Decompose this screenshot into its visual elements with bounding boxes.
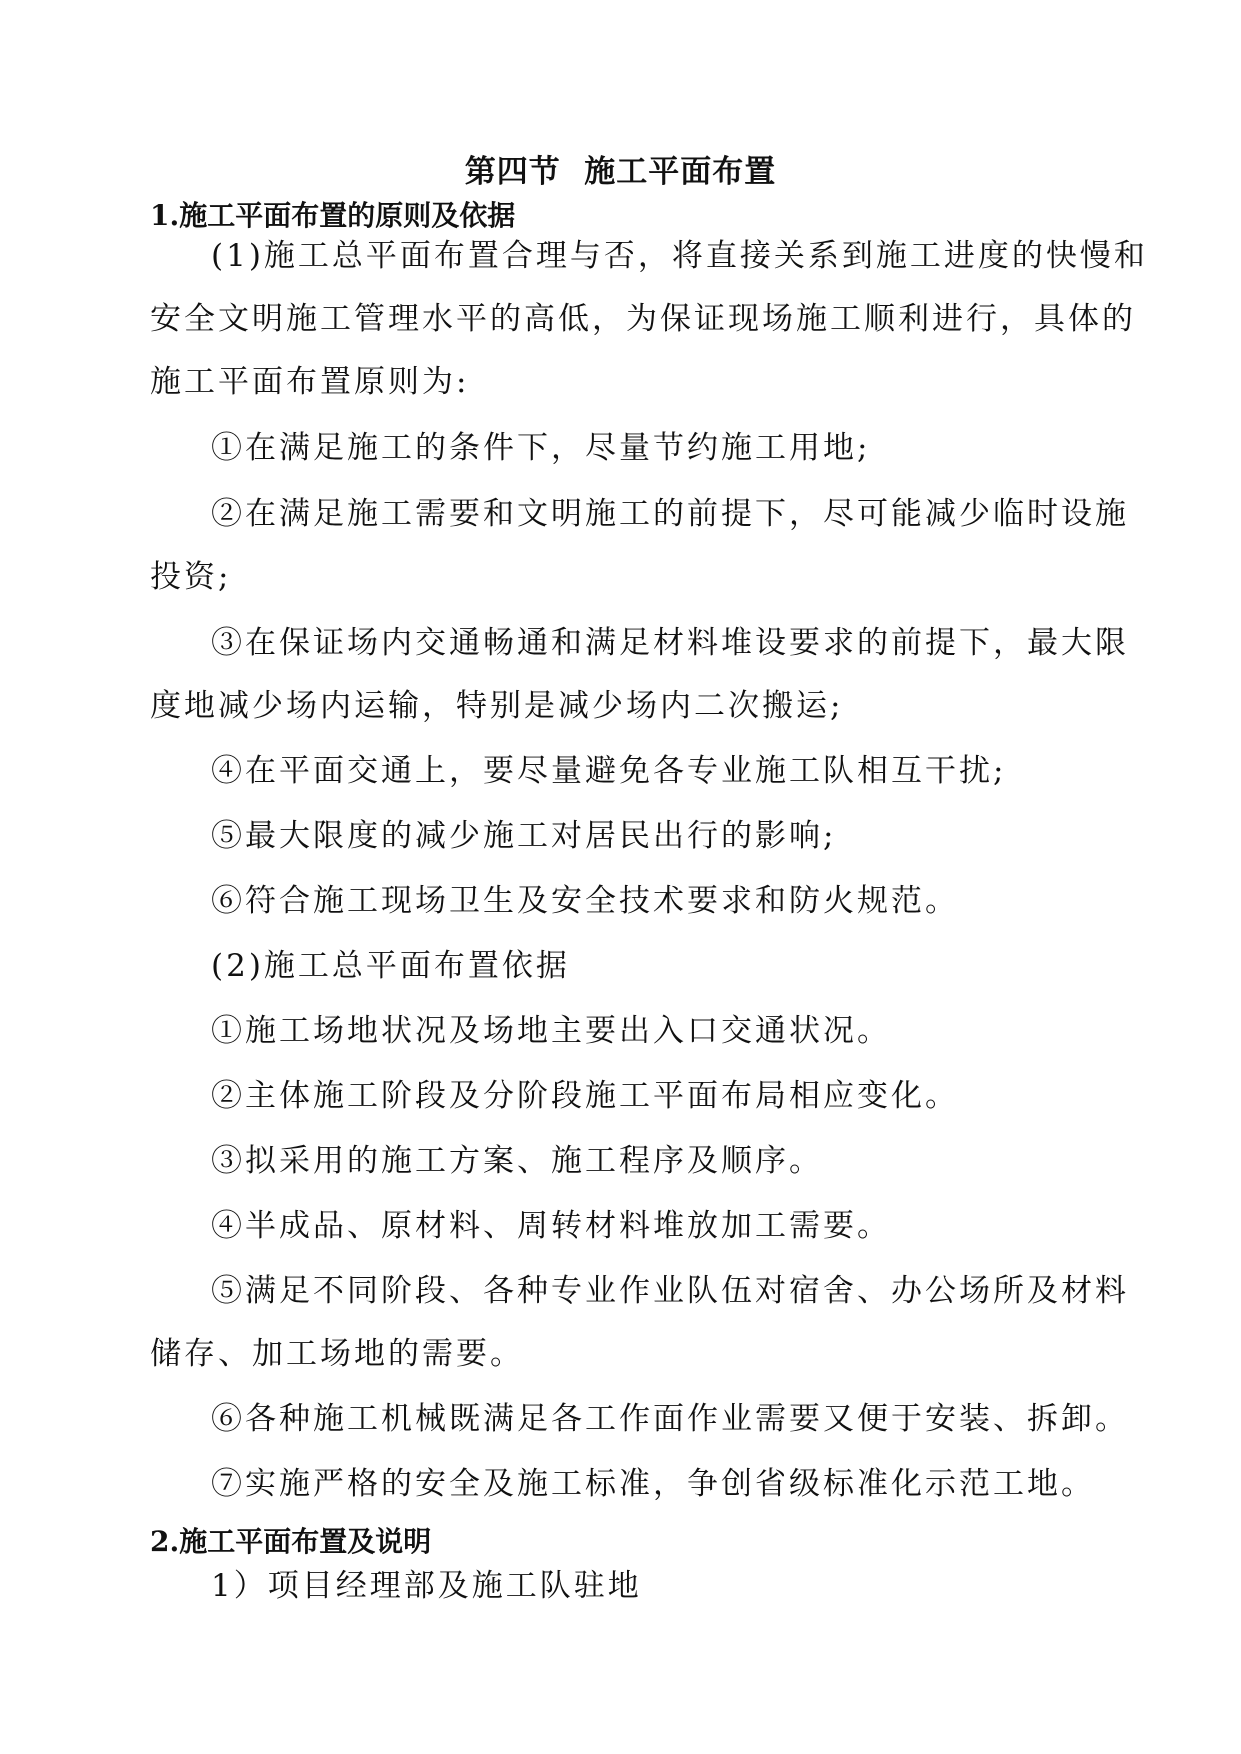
basis-4: ④半成品、原材料、周转材料堆放加工需要。 [211,1208,891,1244]
basis-3: ③拟采用的施工方案、施工程序及顺序。 [211,1143,823,1179]
principle-2-line-2: 投资; [150,559,232,595]
section-1-heading: 1.施工平面布置的原则及依据 [150,199,516,232]
basis-5-line-1: ⑤满足不同阶段、各种专业作业队伍对宿舍、办公场所及材料 [211,1273,1129,1309]
basis-1: ①施工场地状况及场地主要出入口交通状况。 [211,1013,891,1049]
section-2-heading: 2.施工平面布置及说明 [150,1525,432,1558]
basis-7: ⑦实施严格的安全及施工标准，争创省级标准化示范工地。 [211,1466,1095,1502]
principle-3-line-1: ③在保证场内交通畅通和满足材料堆设要求的前提下，最大限 [211,625,1129,661]
section-2-item-1: 1）项目经理部及施工队驻地 [211,1568,642,1604]
principle-5: ⑤最大限度的减少施工对居民出行的影响; [211,818,837,854]
paragraph-1-line-1: (1)施工总平面布置合理与否，将直接关系到施工进度的快慢和 [211,238,1148,274]
basis-2: ②主体施工阶段及分阶段施工平面布局相应变化。 [211,1078,959,1114]
principle-3-line-2: 度地减少场内运输，特别是减少场内二次搬运; [150,688,844,724]
principle-1: ①在满足施工的条件下，尽量节约施工用地; [211,430,871,466]
paragraph-1-line-2: 安全文明施工管理水平的高低，为保证现场施工顺利进行，具体的 [150,301,1136,337]
basis-5-line-2: 储存、加工场地的需要。 [150,1336,524,1372]
page-title: 第四节 施工平面布置 [464,154,777,190]
paragraph-1-line-3: 施工平面布置原则为: [150,364,470,400]
basis-6: ⑥各种施工机械既满足各工作面作业需要又便于安装、拆卸。 [211,1401,1129,1437]
principle-4: ④在平面交通上，要尽量避免各专业施工队相互干扰; [211,753,1007,789]
principle-6: ⑥符合施工现场卫生及安全技术要求和防火规范。 [211,883,959,919]
principle-2-line-1: ②在满足施工需要和文明施工的前提下，尽可能减少临时设施 [211,496,1129,532]
paragraph-2-heading: (2)施工总平面布置依据 [211,948,570,984]
